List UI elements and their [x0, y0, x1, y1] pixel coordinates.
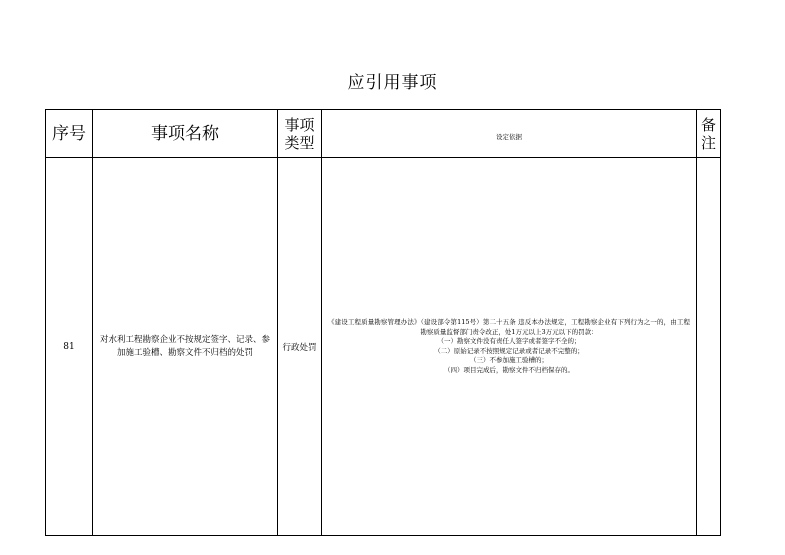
row-name: 对水利工程勘察企业不按规定签字、记录、参加施工验槽、勘察文件不归档的处罚 [93, 158, 278, 536]
header-seq-label: 序号 [52, 123, 86, 144]
basis-text [322, 318, 696, 375]
header-note [697, 110, 721, 158]
basis-item: （二）原始记录不按照规定记录或者记录不完整的； [434, 346, 584, 355]
table-row [46, 158, 721, 536]
basis-item: （四）项目完成后，勘察文件不归档保存的。 [444, 365, 574, 374]
header-name [93, 110, 278, 158]
header-note-label: 备注 [701, 115, 717, 152]
row-basis [322, 158, 697, 536]
basis-lead: 《建设工程质量勘察管理办法》（建设部令第115号）第二十五条 违反本办法规定，工程勘察企业有下列行为之一的，由工程勘察质量监督部门责令改正，处1万元以上3万元以下的罚款： [328, 318, 690, 336]
matters-table [45, 109, 721, 536]
table-header-row [46, 110, 721, 158]
header-basis [322, 110, 697, 158]
basis-item: （一）勘察文件没有责任人签字或者签字不全的； [437, 337, 581, 345]
basis-item: （三）不参加施工验槽的； [470, 356, 548, 364]
header-name-label: 事项名称 [151, 123, 219, 144]
row-type: 行政处罚 [278, 158, 322, 536]
row-seq: 81 [46, 158, 93, 536]
header-type [278, 110, 322, 158]
header-type-label: 事项类型 [284, 115, 315, 152]
header-seq [46, 110, 93, 158]
header-basis-label: 设定依据 [496, 133, 522, 141]
row-note [697, 158, 721, 536]
page-title: 应引用事项 [347, 73, 438, 93]
